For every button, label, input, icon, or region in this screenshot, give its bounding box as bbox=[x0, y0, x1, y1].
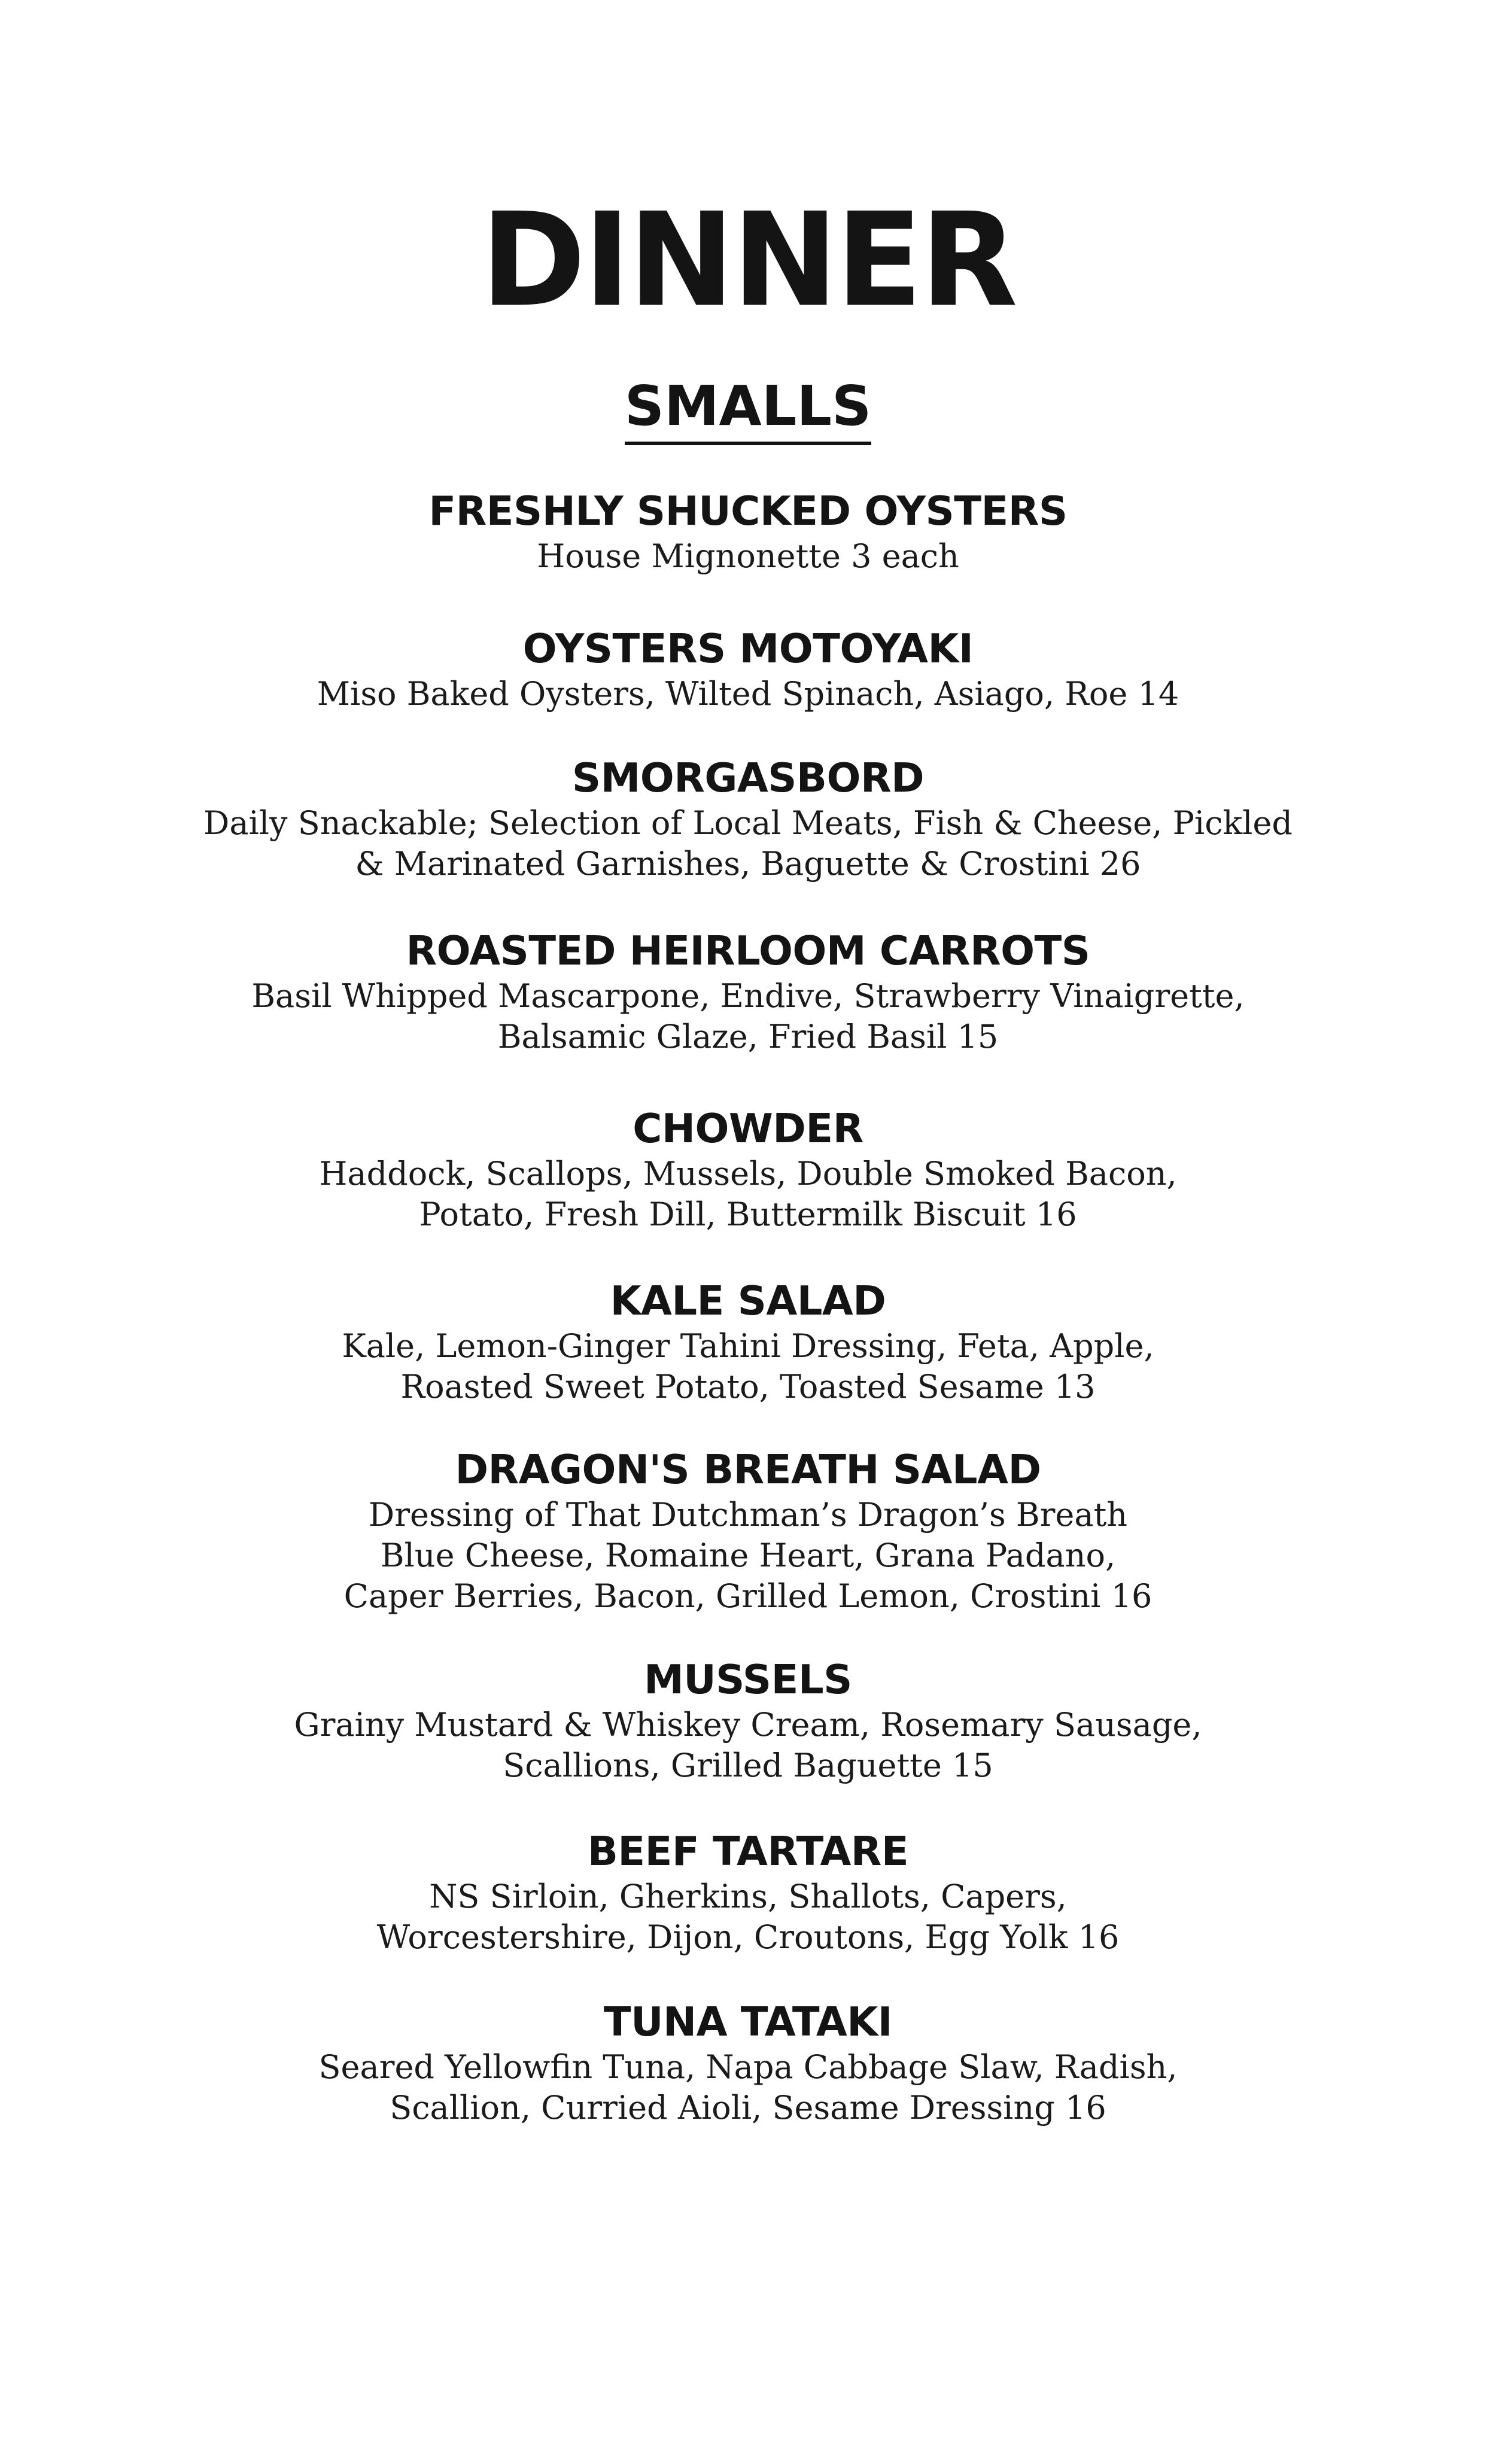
menu-item-name: TUNA TATAKI bbox=[603, 1998, 893, 2045]
menu-item-description-line: Potato, Fresh Dill, Buttermilk Biscuit 16 bbox=[419, 1196, 1077, 1233]
menu-item-description-line: Seared Yellowfin Tuna, Napa Cabbage Slaw, Radish, bbox=[318, 2048, 1178, 2086]
menu-item-description bbox=[0, 1326, 1496, 1407]
menu-item-name: OYSTERS MOTOYAKI bbox=[522, 625, 974, 672]
menu-item-description bbox=[0, 1876, 1496, 1958]
menu-item-name: CHOWDER bbox=[633, 1105, 863, 1152]
menu-item-description-line: Roasted Sweet Potato, Toasted Sesame 13 bbox=[400, 1368, 1096, 1406]
menu-item-name: FRESHLY SHUCKED OYSTERS bbox=[428, 488, 1068, 534]
menu-item bbox=[0, 1997, 1496, 2128]
menu-item bbox=[0, 1826, 1496, 1958]
menu-item-name: BEEF TARTARE bbox=[587, 1828, 909, 1875]
menu-item-name: DRAGON'S BREATH SALAD bbox=[455, 1446, 1041, 1493]
menu-item-name: KALE SALAD bbox=[610, 1277, 886, 1324]
menu-item-description-line: Kale, Lemon-Ginger Tahini Dressing, Feta, Apple, bbox=[342, 1327, 1154, 1365]
menu-item-description-line: Blue Cheese, Romaine Heart, Grana Padano, bbox=[380, 1537, 1116, 1574]
menu-title: DINNER bbox=[481, 184, 1015, 336]
menu-item-description bbox=[0, 803, 1496, 884]
menu-item-description-line: House Mignonette 3 each bbox=[537, 537, 959, 575]
menu-item-name: MUSSELS bbox=[644, 1656, 852, 1703]
menu-item bbox=[0, 1103, 1496, 1235]
menu-item-description-line: Grainy Mustard & Whiskey Cream, Rosemary Sausage, bbox=[294, 1706, 1202, 1744]
menu-item-description-line: & Marinated Garnishes, Baguette & Crostini 26 bbox=[355, 845, 1141, 883]
menu-item bbox=[0, 486, 1496, 577]
menu-item-name: ROASTED HEIRLOOM CARROTS bbox=[406, 927, 1090, 974]
menu-item-description bbox=[0, 536, 1496, 577]
menu-item-description-line: Scallion, Curried Aioli, Sesame Dressing 16 bbox=[390, 2089, 1106, 2127]
menu-item-name: SMORGASBORD bbox=[571, 755, 925, 801]
menu-item-description-line: NS Sirloin, Gherkins, Shallots, Capers, bbox=[429, 1878, 1067, 1915]
menu-item-description bbox=[0, 674, 1496, 714]
menu-item-description bbox=[0, 1154, 1496, 1235]
menu-item-description-line: Basil Whipped Mascarpone, Endive, Strawberry Vinaigrette, bbox=[251, 977, 1245, 1015]
menu-item-description-line: Worcestershire, Dijon, Croutons, Egg Yolk 16 bbox=[376, 1918, 1120, 1956]
menu-item bbox=[0, 1654, 1496, 1786]
menu-item-description-line: Haddock, Scallops, Mussels, Double Smoked Bacon, bbox=[319, 1155, 1177, 1193]
menu-item bbox=[0, 753, 1496, 884]
menu-item-description-line: Miso Baked Oysters, Wilted Spinach, Asiago, Roe 14 bbox=[317, 675, 1179, 713]
menu-item bbox=[0, 926, 1496, 1057]
menu-item-description-line: Scallions, Grilled Baguette 15 bbox=[503, 1747, 993, 1784]
menu-item-description-line: Dressing of That Dutchman’s Dragon’s Breath bbox=[368, 1496, 1128, 1534]
menu-item-description bbox=[0, 976, 1496, 1057]
menu-item bbox=[0, 623, 1496, 714]
section-heading-label: SMALLS bbox=[625, 373, 872, 445]
menu-item-description-line: Caper Berries, Bacon, Grilled Lemon, Crostini 16 bbox=[343, 1577, 1153, 1615]
menu-item-description-line: Daily Snackable; Selection of Local Meats, Fish & Cheese, Pickled bbox=[203, 804, 1293, 842]
section-heading bbox=[0, 373, 1496, 445]
menu-item bbox=[0, 1444, 1496, 1617]
menu-item-description bbox=[0, 1495, 1496, 1617]
menu-item-description-line: Balsamic Glaze, Fried Basil 15 bbox=[497, 1018, 999, 1055]
menu-item bbox=[0, 1276, 1496, 1407]
menu-item-description bbox=[0, 2047, 1496, 2128]
menu-item-description bbox=[0, 1705, 1496, 1786]
